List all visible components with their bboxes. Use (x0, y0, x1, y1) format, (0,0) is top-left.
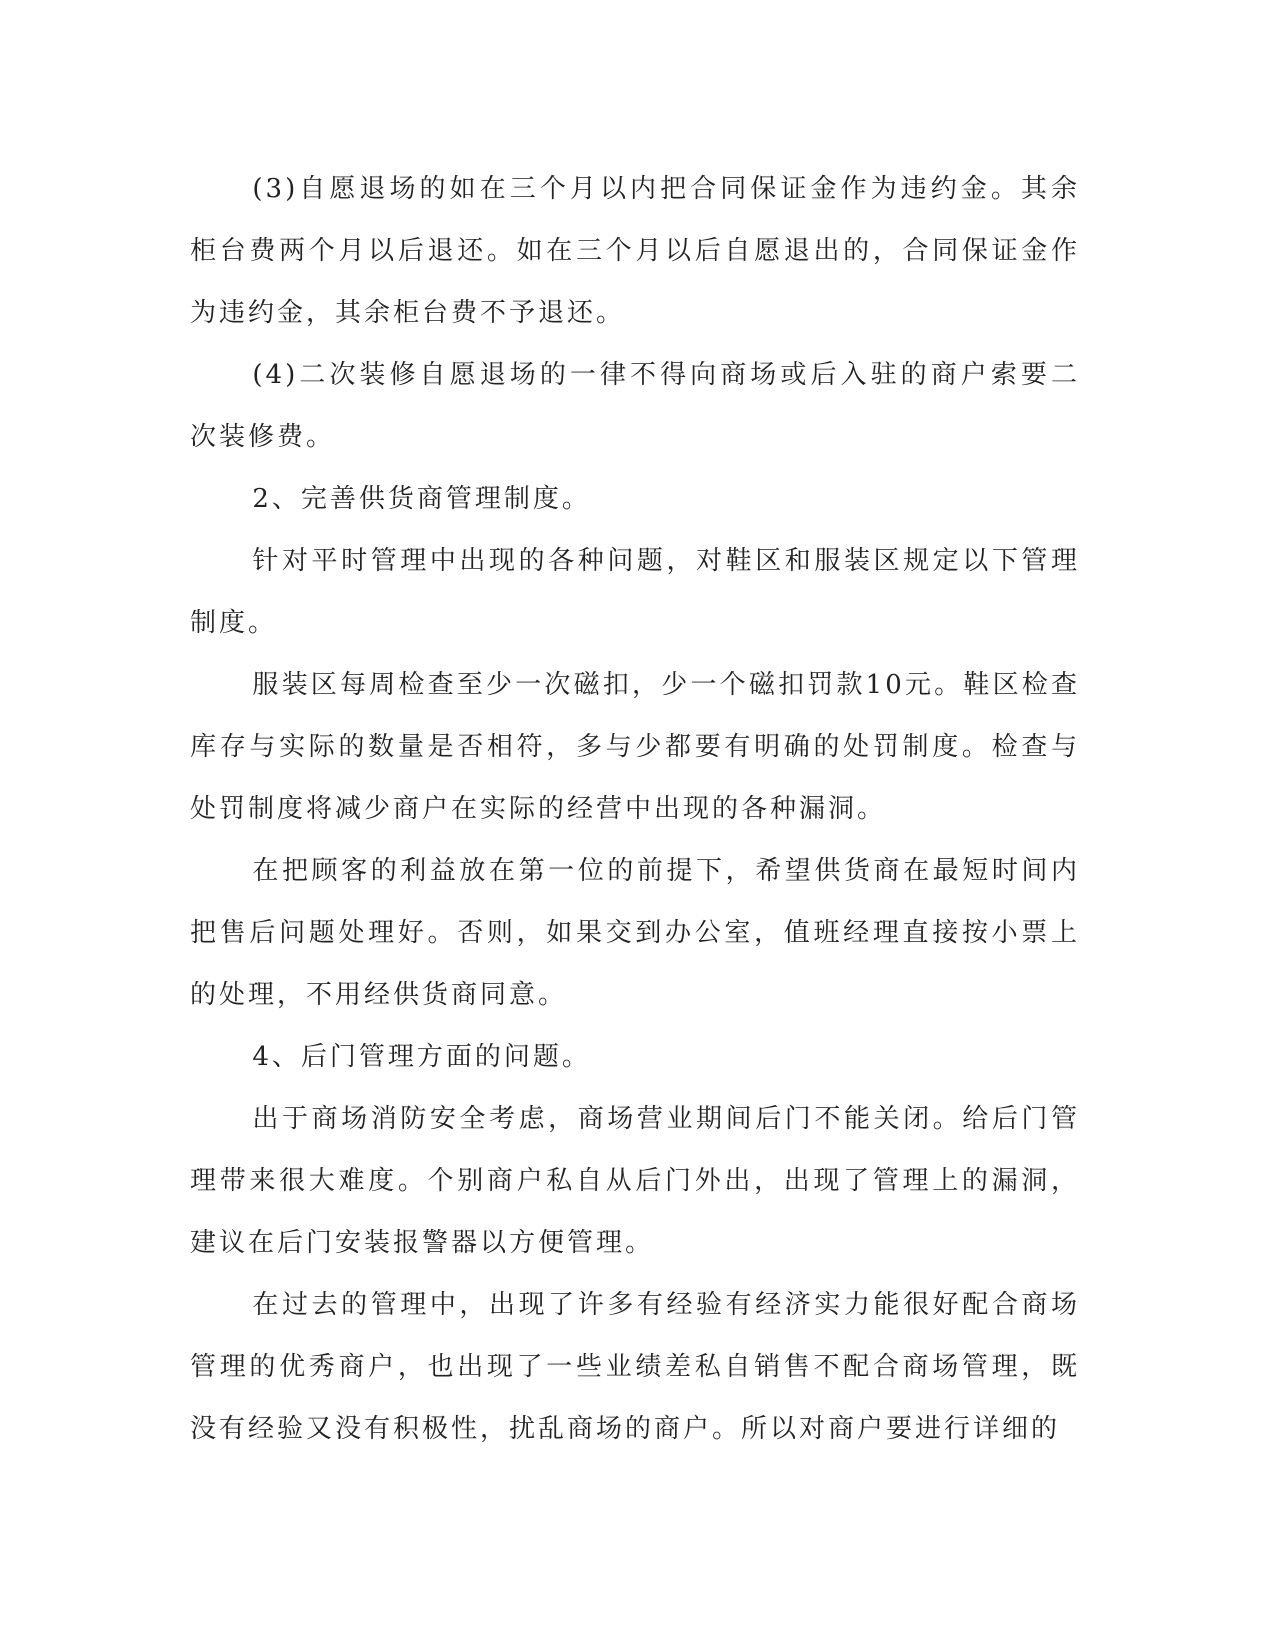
paragraph-back-door-issue: 出于商场消防安全考虑，商场营业期间后门不能关闭。给后门管理带来很大难度。个别商户私自从后门外出，出现了管理上的漏洞，建议在后门安装报警器以方便管理。 (190, 1104, 1080, 1258)
paragraph-refund-policy: (3)自愿退场的如在三个月以内把合同保证金作为违约金。其余柜台费两个月以后退还。如在三个月以后自愿退出的，合同保证金作为违约金，其余柜台费不予退还。 (190, 174, 1080, 328)
paragraph-merchant-evaluation: 在过去的管理中，出现了许多有经验有经济实力能很好配合商场管理的优秀商户，也出现了一些业绩差私自销售不配合商场管理，既没有经验又没有积极性，扰乱商场的商户。所以对商户要进行详细的 (190, 1290, 1080, 1444)
paragraph-after-sales: 在把顾客的利益放在第一位的前提下，希望供货商在最短时间内把售后问题处理好。否则，如果交到办公室，值班经理直接按小票上的处理，不用经供货商同意。 (190, 856, 1080, 1010)
paragraph-management-rules-intro: 针对平时管理中出现的各种问题，对鞋区和服装区规定以下管理制度。 (190, 546, 1080, 638)
paragraph-renovation-fee: (4)二次装修自愿退场的一律不得向商场或后入驻的商户索要二次装修费。 (190, 360, 1080, 452)
paragraph-inspection-rules: 服装区每周检查至少一次磁扣，少一个磁扣罚款10元。鞋区检查库存与实际的数量是否相符，多与少都要有明确的处罚制度。检查与处罚制度将减少商户在实际的经营中出现的各种漏洞。 (190, 670, 1080, 824)
heading-back-door-management: 4、后门管理方面的问题。 (252, 1042, 591, 1072)
document-body (190, 158, 1080, 1460)
heading-supplier-management: 2、完善供货商管理制度。 (252, 484, 591, 514)
